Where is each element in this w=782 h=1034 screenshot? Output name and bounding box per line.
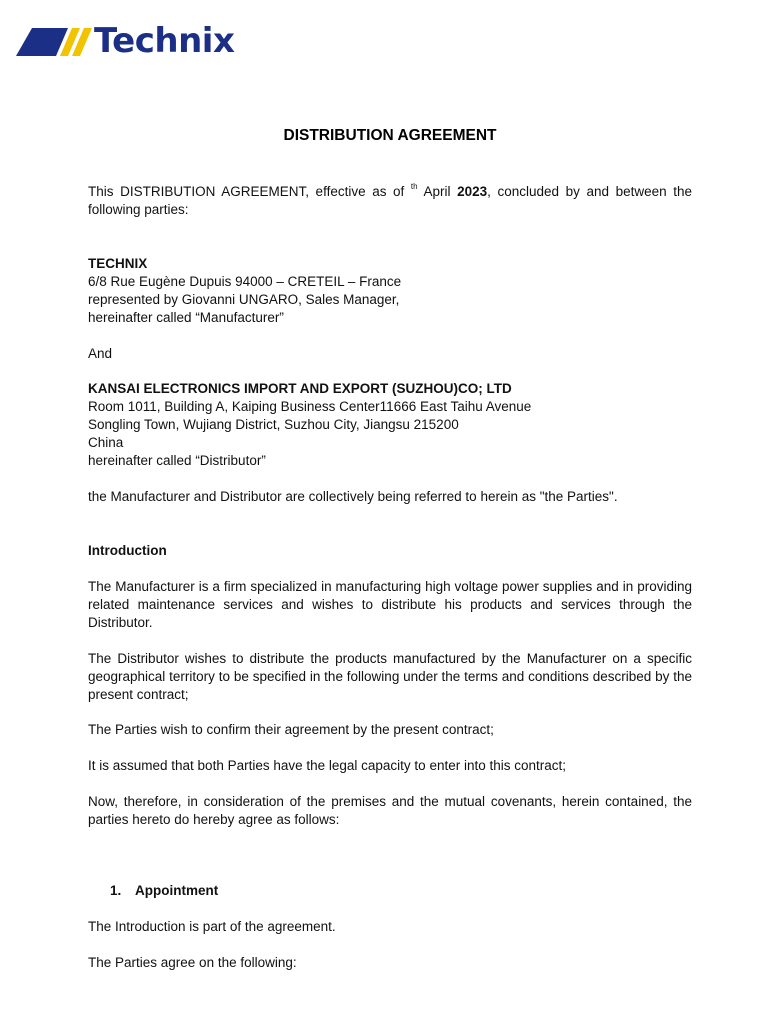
page-title: DISTRIBUTION AGREEMENT [283, 127, 497, 144]
distributor-country: China [88, 435, 124, 450]
date-superscript: th [410, 182, 418, 191]
manufacturer-name: TECHNIX [88, 256, 148, 271]
section-1-paragraph-2: The Parties agree on the following: [88, 955, 297, 970]
distributor-called: hereinafter called “Distributor” [88, 453, 266, 468]
manufacturer-address: 6/8 Rue Eugène Dupuis 94000 – CRETEIL – France [88, 274, 402, 289]
introduction-paragraph-4: It is assumed that both Parties have the legal capacity to enter into this contract; [88, 758, 567, 773]
distributor-name: KANSAI ELECTRONICS IMPORT AND EXPORT (SUZHOU)CO; LTD [88, 381, 512, 396]
preamble-text-end: , concluded by and between the [487, 184, 692, 199]
introduction-paragraph-2: The Distributor wishes to distribute the products manufactured by the Manufacturer on a specific geographical territory to be specified in the following under the terms and conditions described by the present contract; [88, 651, 692, 702]
introduction-paragraph-5: Now, therefore, in consideration of the premises and the mutual covenants, herein contained, the parties hereto do hereby agree as follows: [88, 794, 692, 827]
introduction-paragraph-1: The Manufacturer is a firm specialized in manufacturing high voltage power supplies and in providing related maintenance services and wishes to distribute his products and services through the Distributor. [88, 579, 692, 630]
section-1-heading [88, 882, 692, 900]
section-1-number: 1. [110, 883, 122, 898]
logo-stripes-icon [14, 24, 94, 60]
distributor-address-1: Room 1011, Building A, Kaiping Business Center11666 East Taihu Avenue [88, 399, 532, 414]
introduction-heading: Introduction [88, 543, 167, 558]
preamble-month: April [423, 184, 451, 199]
logo-wordmark: Technix [94, 21, 235, 61]
and-text: And [88, 346, 113, 361]
distributor-address-2: Songling Town, Wujiang District, Suzhou City, Jiangsu 215200 [88, 417, 459, 432]
section-1-paragraph-1: The Introduction is part of the agreement. [88, 919, 336, 934]
section-1-title: Appointment [135, 883, 219, 898]
technix-logo [14, 21, 244, 61]
manufacturer-represented: represented by Giovanni UNGARO, Sales Manager, [88, 292, 400, 307]
introduction-paragraph-3: The Parties wish to confirm their agreement by the present contract; [88, 722, 494, 737]
preamble-year: 2023 [457, 184, 488, 199]
preamble-line-1 [88, 183, 692, 201]
preamble-line-2: following parties: [88, 202, 189, 217]
preamble-text: This DISTRIBUTION AGREEMENT, effective as of [88, 184, 405, 199]
manufacturer-called: hereinafter called “Manufacturer” [88, 310, 284, 325]
parties-note: the Manufacturer and Distributor are collectively being referred to herein as "the Parties". [88, 489, 618, 504]
